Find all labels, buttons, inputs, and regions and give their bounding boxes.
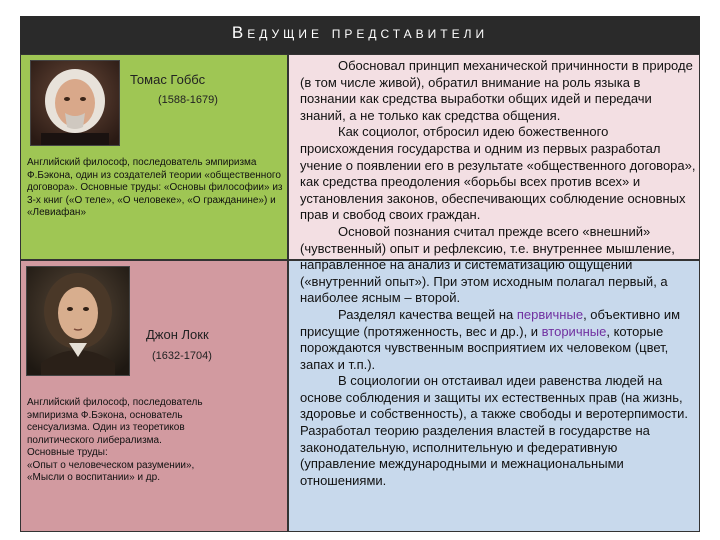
hobbes-name: Томас Гоббс <box>130 72 206 87</box>
primary-qualities-term: первичные <box>516 306 584 322</box>
locke-bio-line: политического либерализма. <box>27 434 162 446</box>
locke-bio-line: Основные труды: <box>27 447 108 458</box>
hobbes-portrait <box>30 60 120 146</box>
locke-bio-line: «Опыт о человеческом разумении», <box>27 459 195 471</box>
paragraph-sociology-hobbes: Как социолог, отбросил идею божественного происхождения государства и одним из первых разработал учение о появлении его в результате «общественного договора», как средства преодоления «борьбы всех против всех» и установления законов, обеспечивающих соблюдение основных прав и свобод своих граждан. <box>300 124 696 223</box>
paragraph-sociology-locke: В социологии он отстаивал идеи равенства людей на основе соблюдения и защиты их естественных прав (на жизнь, здоровье и собственность), а также свободы и веротерпимости. Разработал теорию разделения властей в государстве на законодательную, исполнительную и федеративную (управление международными и межнациональными отношениями. <box>300 373 688 488</box>
locke-bio-line: эмпиризма Ф.Бэкона, основатель <box>27 409 183 421</box>
hobbes-portrait-image <box>31 61 119 145</box>
locke-portrait <box>26 266 130 376</box>
locke-years: (1632-1704) <box>152 350 212 362</box>
qualities-text-c: , которые порождаются чувственным восприятием их человеком (цвет, запах и т.п.). <box>300 323 669 372</box>
paragraph-mechanics: Обосновал принцип механической причинности в природе (в том числе живой), обратил внимание на роль языка в познании как средства выработки общих идей и передачи знаний, а не только как средства общения. <box>300 58 693 123</box>
secondary-qualities-term: вторичные <box>541 323 607 339</box>
paragraph-qualities <box>300 307 696 373</box>
locke-name: Джон Локк <box>146 327 209 342</box>
qualities-text-a: Разделял качества вещей на <box>338 306 517 322</box>
description-text <box>300 58 696 489</box>
hobbes-bio: Английский философ, последователь эмпиризма Ф.Бэкона, один из создателей теории «общественного договора». Основные труды: «Основы философии» из 3-х книг («О теле», «О человеке», «О гражданине») и «Левиафан» <box>27 157 283 218</box>
locke-bio-line: «Мысли о воспитании» и др. <box>27 472 160 483</box>
hobbes-years: (1588-1679) <box>158 94 218 106</box>
paragraph-knowledge: Основой познания считал прежде всего «внешний» (чувственный) опыт и рефлексию, т.е. внутреннее мышление, направленное на анализ и систематизацию ощущений («внутренний опыт»). При этом исходным полагал первый, а наиболее ясным – второй. <box>300 223 675 306</box>
locke-bio-line: Английский философ, последователь <box>27 397 203 408</box>
qualities-text-b: , объективно им присущие (протяженность, вес и др.), и <box>300 306 681 339</box>
header-bar <box>20 16 700 56</box>
page-title: Ведущие представители <box>231 23 489 42</box>
locke-portrait-image <box>27 267 129 375</box>
locke-bio <box>27 397 283 485</box>
locke-bio-line: сенсуализма. Один из теоретиков <box>27 422 185 433</box>
